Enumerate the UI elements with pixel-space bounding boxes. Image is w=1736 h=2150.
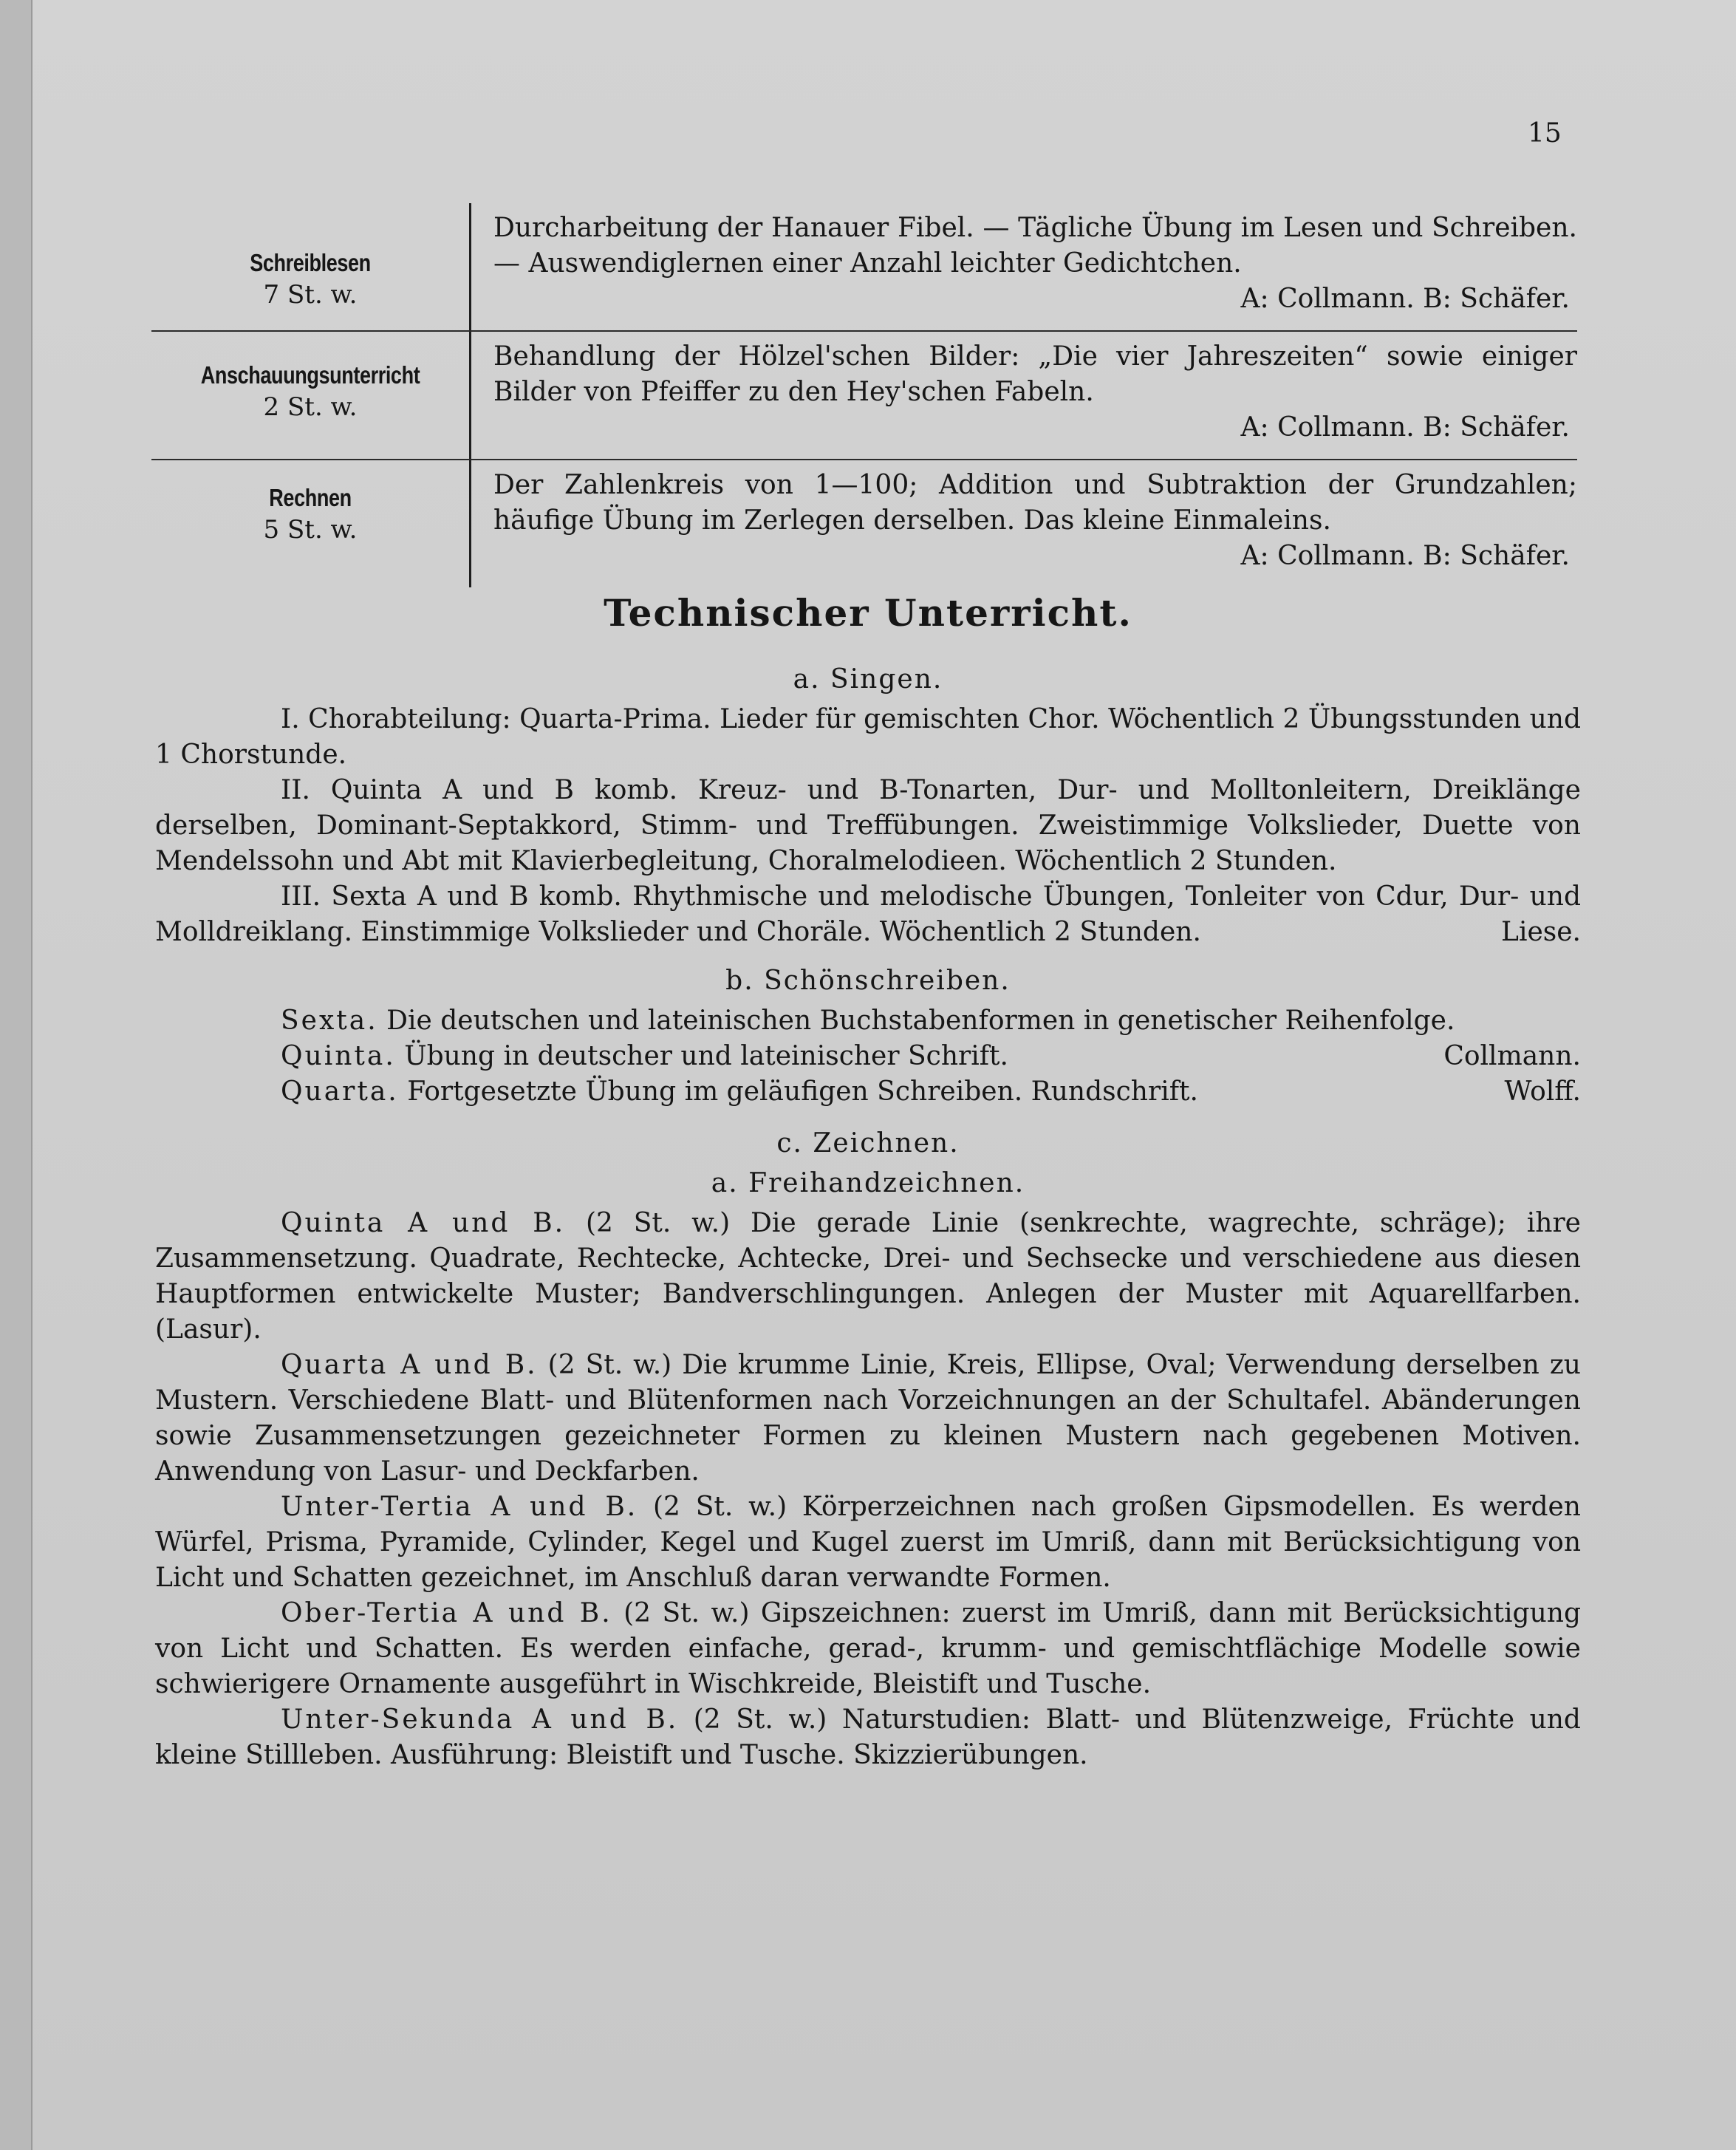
description-cell — [471, 203, 1577, 330]
schoenschreiben-line — [155, 1039, 1581, 1074]
subject-name: Schreiblesen — [250, 249, 371, 276]
class-label: Quinta A und B. — [281, 1208, 566, 1238]
subject-hours: 5 St. w. — [263, 515, 358, 545]
schoenschreiben-line — [155, 1074, 1581, 1110]
schedule-row — [151, 459, 1577, 587]
description-cell — [471, 332, 1577, 459]
paragraph-text: (2 St. w.) Gipszeichnen: zuerst im Umriß, dann mit Berücksichtigung von Licht und Schatten. Es werden einfache, gerad-, krumm- und gemischtflächige Modelle sowie schwierigere Ornamente ausgeführt in Wischkreide, Bleistift und Tusche. — [155, 1598, 1581, 1699]
line-text: Fortgesetzte Übung im geläufigen Schreiben. Rundschrift. — [407, 1076, 1198, 1107]
singen-paragraph — [155, 879, 1581, 950]
freihand-heading: a. Freihandzeichnen. — [711, 1168, 1025, 1198]
zeichnen-paragraph — [155, 1596, 1581, 1702]
singen-paragraph: II. Quinta A und B komb. Kreuz- und B-Tonarten, Dur- und Molltonleitern, Dreiklänge derselben, Dominant-Septakkord, Stimm- und Treffübungen. Zweistimmige Volkslieder, Duette von Mendelssohn und Abt mit Klavierbegleitung, Choralmelodieen. Wöchentlich 2 Stunden. — [155, 775, 1581, 876]
description-text: Durcharbeitung der Hanauer Fibel. — Tägliche Übung im Lesen und Schreiben. — Auswendiglernen einer Anzahl leichter Gedichtchen. — [493, 213, 1577, 279]
description-text: Der Zahlenkreis von 1—100; Addition und Subtraktion der Grundzahlen; häufige Übung im Zerlegen derselben. Das kleine Einmaleins. — [493, 470, 1577, 536]
zeichnen-heading: c. Zeichnen. — [776, 1128, 960, 1158]
schoenschreiben-heading: b. Schönschreiben. — [725, 966, 1011, 996]
page-number: 15 — [1528, 118, 1562, 149]
class-label: Quarta A und B. — [281, 1350, 538, 1380]
subject-cell — [151, 460, 471, 587]
schedule-row — [151, 203, 1577, 330]
singen-text: III. Sexta A und B komb. Rhythmische und melodische Übungen, Tonleiter von Cdur, Dur- und Molldreiklang. Einstimmige Volkslieder und Choräle. Wöchentlich 2 Stunden. — [155, 881, 1581, 947]
teacher-name: Collmann. — [1443, 1041, 1581, 1071]
subject-hours: 7 St. w. — [263, 280, 358, 310]
subject-cell — [151, 203, 471, 330]
singen-paragraph: I. Chorabteilung: Quarta-Prima. Lieder für gemischten Chor. Wöchentlich 2 Übungsstunden und 1 Chorstunde. — [155, 704, 1581, 770]
class-label: Unter-Sekunda A und B. — [281, 1704, 679, 1735]
zeichnen-paragraph — [155, 1702, 1581, 1773]
schoenschreiben-line — [155, 1003, 1581, 1039]
schedule-row — [151, 330, 1577, 459]
technical-section — [155, 658, 1581, 1773]
class-label: Quinta. — [281, 1041, 396, 1071]
subject-name: Anschauungsunterricht — [200, 361, 420, 389]
subject-cell — [151, 332, 471, 459]
class-label: Sexta. — [281, 1006, 378, 1036]
paragraph-text: (2 St. w.) Körperzeichnen nach großen Gipsmodellen. Es werden Würfel, Prisma, Pyramide, Cylinder, Kegel und Kugel zuerst im Umriß, dann mit Berücksichtigung von Licht und Schatten gezeichnet, im Anschluß daran verwandte Formen. — [155, 1492, 1581, 1593]
teachers: A: Collmann. B: Schäfer. — [1240, 541, 1570, 571]
paragraph-text: (2 St. w.) Naturstudien: Blatt- und Blütenzweige, Früchte und kleine Stillleben. Ausführung: Bleistift und Tusche. Skizzierübungen. — [155, 1704, 1581, 1770]
line-text: Die deutschen und lateinischen Buchstabenformen in genetischer Reihenfolge. — [386, 1006, 1455, 1036]
line-text: Übung in deutscher und lateinischer Schrift. — [404, 1041, 1008, 1071]
subject-name: Rechnen — [269, 484, 352, 511]
subject-hours: 2 St. w. — [263, 392, 358, 422]
teacher-name: Liese. — [1501, 917, 1581, 947]
teachers: A: Collmann. B: Schäfer. — [1240, 412, 1570, 443]
class-label: Unter-Tertia A und B. — [281, 1492, 638, 1522]
paragraph-text: (2 St. w.) Die krumme Linie, Kreis, Ellipse, Oval; Verwendung derselben zu Mustern. Verschiedene Blatt- und Blütenformen nach Vorzeichnungen an der Schultafel. Abänderungen sowie Zusammensetzungen gezeichneter Formen zu kleinen Mustern nach gegebenen Motiven. Anwendung von Lasur- und Deckfarben. — [155, 1350, 1581, 1487]
singen-heading: a. Singen. — [793, 664, 943, 695]
zeichnen-paragraph — [155, 1348, 1581, 1489]
paragraph-text: (2 St. w.) Die gerade Linie (senkrechte, wagrechte, schräge); ihre Zusammensetzung. Quadrate, Rechtecke, Achtecke, Drei- und Sechsecke und verschiedene aus diesen Hauptformen entwickelte Muster; Bandverschlingungen. Anlegen der Muster mit Aquarellfarben. (Lasur). — [155, 1208, 1581, 1345]
zeichnen-paragraph — [155, 1206, 1581, 1348]
teachers: A: Collmann. B: Schäfer. — [1240, 284, 1570, 314]
description-text: Behandlung der Hölzel'schen Bilder: „Die vier Jahreszeiten“ sowie einiger Bilder von Pfeiffer zu den Hey'schen Fabeln. — [493, 341, 1577, 407]
class-label: Ober-Tertia A und B. — [281, 1598, 612, 1628]
page-edge — [0, 0, 33, 2150]
description-cell — [471, 460, 1577, 587]
class-label: Quarta. — [281, 1076, 399, 1107]
teacher-name: Wolff. — [1504, 1076, 1581, 1107]
section-title: Technischer Unterricht. — [604, 591, 1132, 635]
schedule-table — [151, 203, 1577, 587]
zeichnen-paragraph — [155, 1489, 1581, 1596]
